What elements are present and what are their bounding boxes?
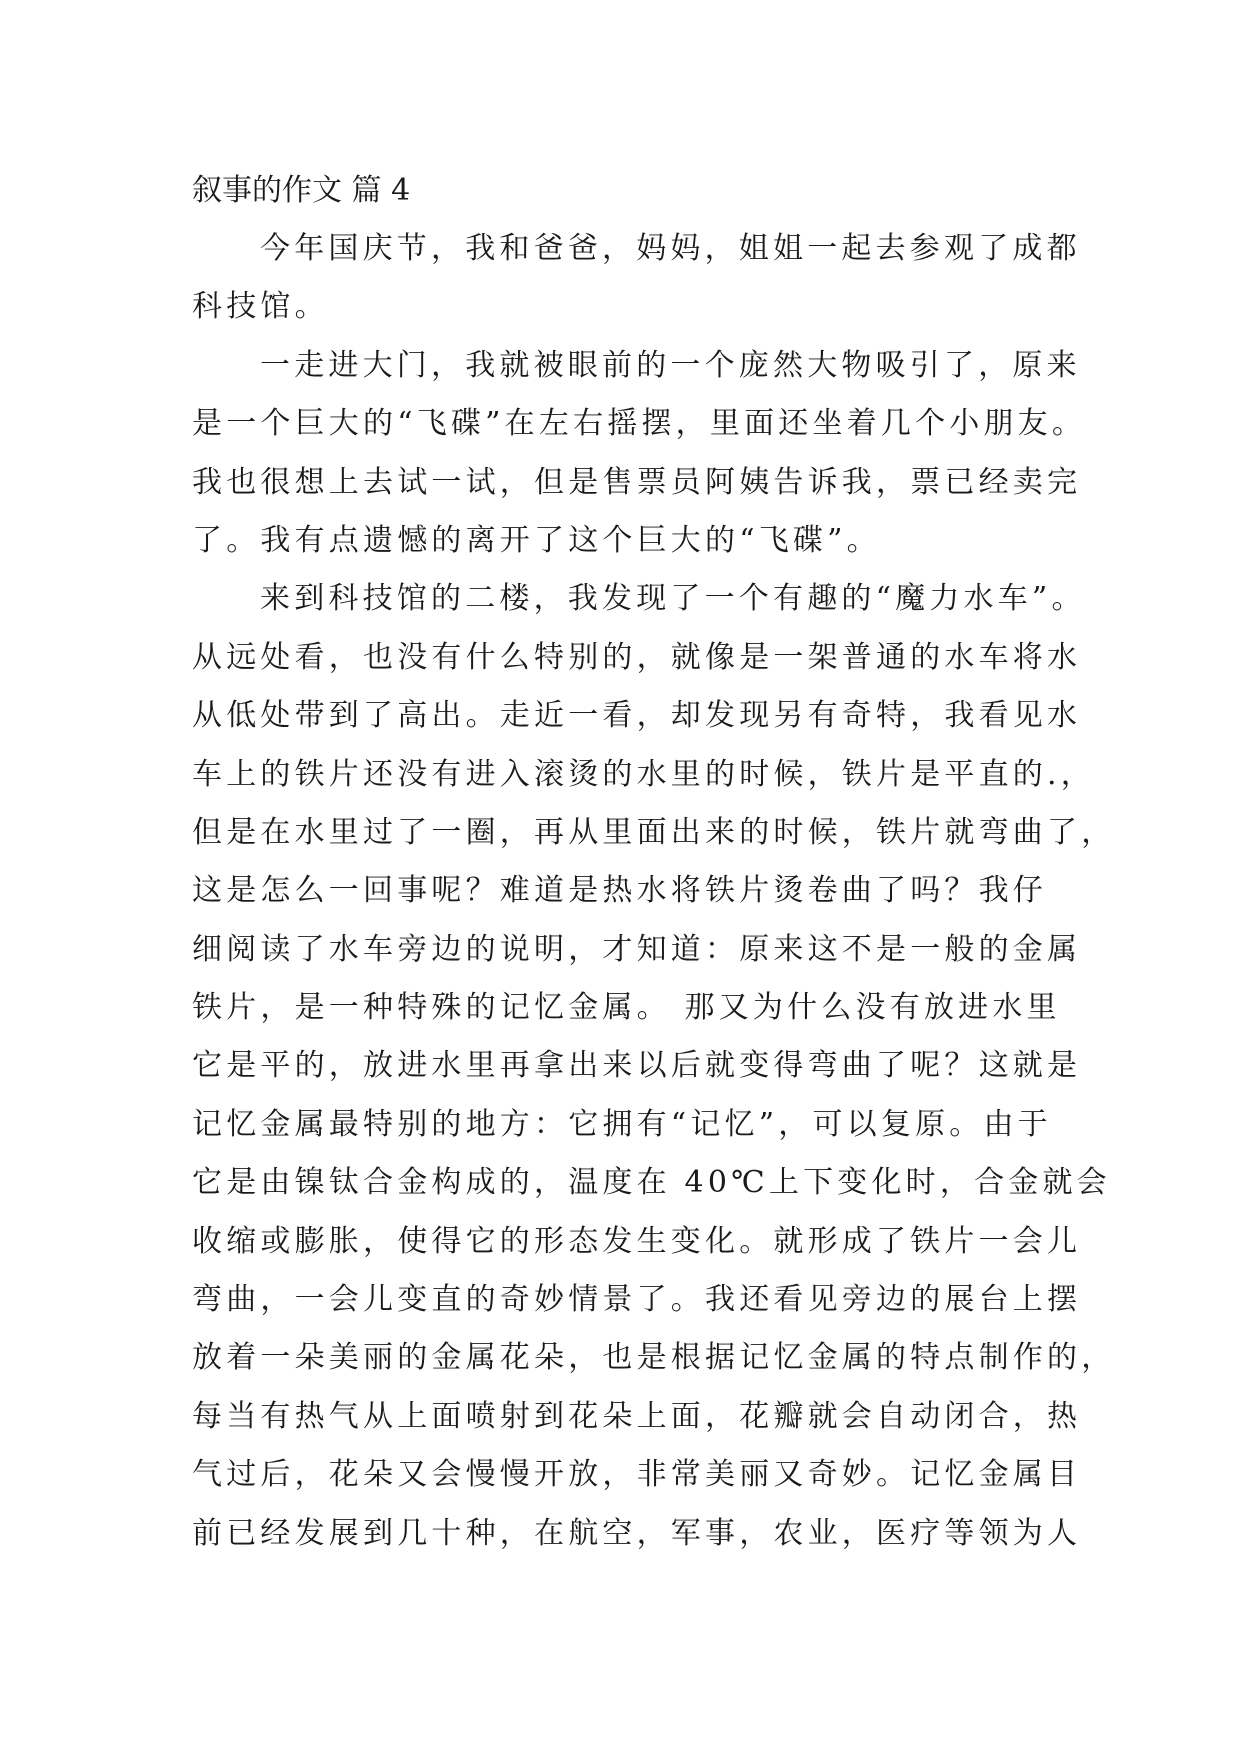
document-body: [192, 162, 1116, 1563]
text-line: 放着一朵美丽的金属花朵，也是根据记忆金属的特点制作的，: [192, 1340, 1116, 1376]
text-line: 它是由镍钛合金构成的，温度在 40℃上下变化时，合金就会: [192, 1165, 1111, 1201]
text-line: 气过后，花朵又会慢慢开放，非常美丽又奇妙。记忆金属目: [192, 1457, 1082, 1493]
text-line: 科技馆。: [192, 289, 329, 325]
text-line: 从低处带到了高出。走近一看，却发现另有奇特，我看见水: [192, 698, 1082, 734]
text-line: 前已经发展到几十种，在航空，军事，农业，医疗等领为人: [192, 1515, 1082, 1551]
text-line: 铁片，是一种特殊的记忆金属。 那又为什么没有放进水里: [192, 990, 1061, 1026]
text-line: 从远处看，也没有什么特别的，就像是一架普通的水车将水: [192, 639, 1082, 675]
text-line: 它是平的，放进水里再拿出来以后就变得弯曲了呢？这就是: [192, 1048, 1082, 1084]
text-line: 这是怎么一回事呢？难道是热水将铁片烫卷曲了吗？我仔: [192, 873, 1047, 909]
text-line: 每当有热气从上面喷射到花朵上面，花瓣就会自动闭合，热: [192, 1398, 1082, 1434]
text-line: 车上的铁片还没有进入滚烫的水里的时候，铁片是平直的.，: [192, 756, 1095, 792]
text-line: 细阅读了水车旁边的说明，才知道：原来这不是一般的金属: [192, 931, 1082, 967]
text-line: 弯曲，一会儿变直的奇妙情景了。我还看见旁边的展台上摆: [192, 1282, 1082, 1318]
text-line: 今年国庆节，我和爸爸，妈妈，姐姐一起去参观了成都: [260, 231, 1081, 266]
text-line: 一走进大门，我就被眼前的一个庞然大物吸引了，原来: [260, 347, 1081, 383]
text-line: 但是在水里过了一圈，再从里面出来的时候，铁片就弯曲了，: [192, 814, 1116, 850]
text-line: 收缩或膨胀，使得它的形态发生变化。就形成了铁片一会儿: [192, 1223, 1082, 1259]
text-line: 是一个巨大的“飞碟”在左右摇摆，里面还坐着几个小朋友。: [192, 406, 1087, 442]
text-line: 了。我有点遗憾的离开了这个巨大的“飞碟”。: [192, 522, 881, 558]
text-line: 记忆金属最特别的地方：它拥有“记忆”，可以复原。由于: [192, 1106, 1052, 1142]
text-line: 来到科技馆的二楼，我发现了一个有趣的“魔力水车”。: [260, 581, 1086, 617]
document-title: 叙事的作文 篇 4: [192, 173, 411, 208]
text-line: 我也很想上去试一试，但是售票员阿姨告诉我，票已经卖完: [192, 464, 1082, 500]
